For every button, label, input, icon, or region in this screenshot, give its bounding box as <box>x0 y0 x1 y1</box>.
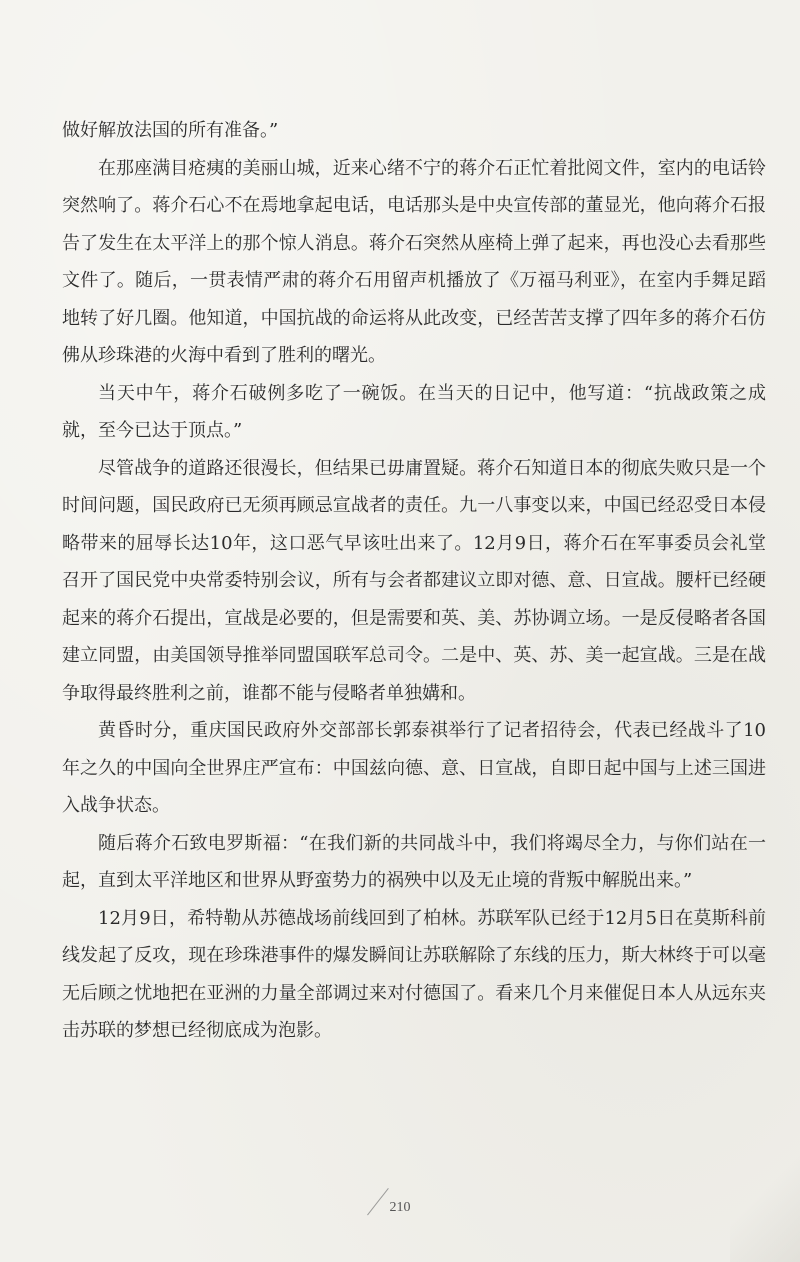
paragraph-2: 在那座满目疮痍的美丽山城，近来心绪不宁的蒋介石正忙着批阅文件，室内的电话铃突然响了。蒋介石心不在焉地拿起电话，电话那头是中央宣传部的董显光，他向蒋介石报告了发生在太平洋上的那个惊人消息。蒋介石突然从座椅上弹了起来，再也没心去看那些文件了。随后，一贯表情严肃的蒋介石用留声机播放了《万福马利亚》，在室内手舞足蹈地转了好几圈。他知道，中国抗战的命运将从此改变，已经苦苦支撑了四年多的蒋介石仿佛从珍珠港的火海中看到了胜利的曙光。 <box>62 157 766 366</box>
paragraph-7: 12月9日，希特勒从苏德战场前线回到了柏林。苏联军队已经于12月5日在莫斯科前线发起了反攻，现在珍珠港事件的爆发瞬间让苏联解除了东线的压力，斯大林终于可以毫无后顾之忧地把在亚洲的力量全部调过来对付德国了。看来几个月来催促日本人从远东夹击苏联的梦想已经彻底成为泡影。 <box>62 907 766 1041</box>
paragraph-1: 做好解放法国的所有准备。” <box>62 120 279 141</box>
page-corner-shadow <box>730 1152 800 1262</box>
body-text <box>62 112 766 1050</box>
paragraph-3: 当天中午，蒋介石破例多吃了一碗饭。在当天的日记中，他写道：“抗战政策之成就，至今已达于顶点。” <box>62 382 766 441</box>
paragraph-5: 黄昏时分，重庆国民政府外交部部长郭泰祺举行了记者招待会，代表已经战斗了10年之久的中国向全世界庄严宣布：中国兹向德、意、日宣战，自即日起中国与上述三国进入战争状态。 <box>62 720 766 816</box>
page-number: 210 <box>389 1200 411 1215</box>
paragraph-4: 尽管战争的道路还很漫长，但结果已毋庸置疑。蒋介石知道日本的彻底失败只是一个时间问题，国民政府已无须再顾忌宣战者的责任。九一八事变以来，中国已经忍受日本侵略带来的屈辱长达10年，这口恶气早该吐出来了。12月9日，蒋介石在军事委员会礼堂召开了国民党中央常委特别会议，所有与会者都建议立即对德、意、日宣战。腰杆已经硬起来的蒋介石提出，宣战是必要的，但是需要和英、美、苏协调立场。一是反侵略者各国建立同盟，由美国领导推举同盟国联军总司令。二是中、英、苏、美一起宣战。三是在战争取得最终胜利之前，谁都不能与侵略者单独媾和。 <box>62 457 766 704</box>
paragraph-6: 随后蒋介石致电罗斯福：“在我们新的共同战斗中，我们将竭尽全力，与你们站在一起，直到太平洋地区和世界从野蛮势力的祸殃中以及无止境的背叛中解脱出来。” <box>62 832 766 891</box>
